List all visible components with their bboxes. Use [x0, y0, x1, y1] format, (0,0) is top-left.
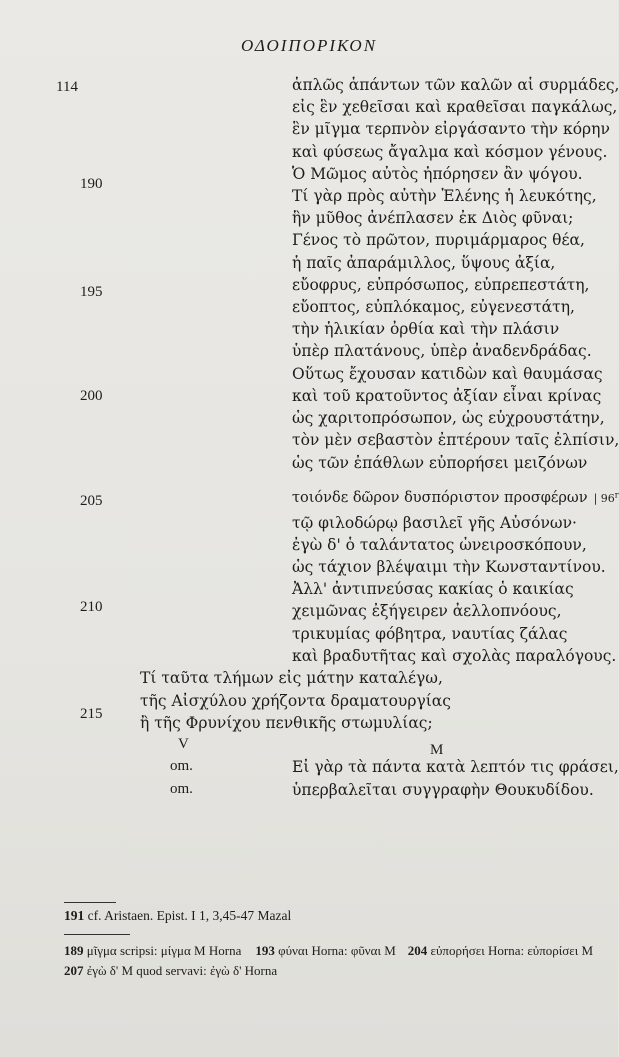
- note-line-number: 189: [64, 943, 84, 958]
- verse-line: εἰς ἓν χεθεῖσαι καὶ κραθεῖσαι παγκάλως,: [292, 98, 618, 116]
- verse-line: καὶ φύσεως ἄγαλμα καὶ κόσμον γένους.: [292, 143, 608, 161]
- running-head: ΟΔΟΙΠΟΡΙΚΟΝ: [240, 36, 378, 55]
- verse-line: Ὁ Μῶμος αὐτὸς ἠπόρησεν ἂν ψόγου.: [292, 165, 583, 183]
- verse-line: ὡς χαριτοπρόσωπον, ὡς εὐχρουστάτην,: [292, 409, 605, 427]
- verse-line-205: [292, 490, 619, 506]
- line-number-205: 205: [80, 493, 103, 509]
- verse-line: ὡς τάχιον βλέψαιμι τὴν Κωνσταντίνου.: [292, 558, 606, 576]
- footnote-divider: [64, 902, 116, 903]
- verse-line: ἐγὼ δ' ὁ ταλάντατος ὠνειροσκόπουν,: [292, 536, 587, 554]
- folio-marker: [594, 492, 619, 505]
- verse-line: τῷ φιλοδώρῳ βασιλεῖ γῆς Αὐσόνων·: [292, 514, 577, 532]
- apparatus-note-line: [64, 943, 593, 959]
- line-number-210: 210: [80, 599, 103, 615]
- verse-text: τοιόνδε δῶρον δυσπόριστον προσφέρων: [292, 490, 588, 506]
- verse-line: εὔοφρυς, εὐπρόσωπος, εὐπρεπεστάτη,: [292, 276, 590, 294]
- note-line-number: 193: [255, 943, 275, 958]
- verse-line: τρικυμίας φόβητρα, ναυτίας ζάλας: [292, 625, 568, 643]
- line-number-215: 215: [80, 706, 103, 722]
- note-text: ἐγὼ δ' M quod servavi: ἐγὼ δ' Horna: [83, 963, 278, 978]
- verse-line: ἓν μῖγμα τερπνὸν εἰργάσαντο τὴν κόρην: [292, 120, 610, 138]
- folio-side: r: [614, 490, 619, 500]
- verse-line: Τί γὰρ πρὸς αὐτὴν Ἑλένης ἡ λευκότης,: [292, 187, 597, 205]
- siglum-v: V: [178, 736, 189, 752]
- note-line-number: 191: [64, 908, 85, 923]
- apparatus-note-line: [64, 963, 277, 979]
- verse-line: τὴν ἡλικίαν ὀρθία καὶ τὴν πλάσιν: [292, 320, 560, 338]
- verse-line: ὑπὲρ πλατάνους, ὑπὲρ ἀναδενδράδας.: [292, 342, 592, 360]
- verse-line-right-column: ὑπερβαλεῖται συγγραφὴν Θουκυδίδου.: [292, 781, 594, 799]
- note-text: μῖγμα scripsi: μίγμα M Horna: [83, 943, 242, 958]
- note-text: cf. Aristaen. Epist. I 1, 3,45-47 Mazal: [84, 908, 292, 923]
- note-text: φύναι Horna: φῦναι M: [274, 943, 396, 958]
- verse-line-left-column: τῆς Αἰσχύλου χρήζοντα δραματουργίας: [140, 692, 451, 710]
- source-note: [64, 908, 291, 924]
- verse-line: ὡς τῶν ἐπάθλων εὐπορήσει μειζόνων: [292, 454, 588, 472]
- verse-line: Οὕτως ἔχουσαν κατιδὼν καὶ θαυμάσας: [292, 365, 603, 383]
- note-text: εὐπορήσει Horna: εὐπορίσει M: [427, 943, 594, 958]
- verse-line: τὸν μὲν σεβαστὸν ἐπτέρουν ταῖς ἐλπίσιν,: [292, 431, 619, 449]
- line-number-195: 195: [80, 284, 103, 300]
- verse-line: καὶ βραδυτῆτας καὶ σχολὰς παραλόγους.: [292, 647, 617, 665]
- line-number-200: 200: [80, 388, 103, 404]
- verse-line-right-column: Εἰ γὰρ τὰ πάντα κατὰ λεπτόν τις φράσει,: [292, 758, 619, 776]
- page-number: 114: [56, 79, 78, 95]
- apparatus-divider: [64, 934, 130, 935]
- note-line-number: 207: [64, 963, 84, 978]
- verse-line-left-column: ἢ τῆς Φρυνίχου πενθικῆς στωμυλίας;: [140, 714, 433, 732]
- verse-line: ἁπλῶς ἁπάντων τῶν καλῶν αἱ συρμάδες,: [292, 76, 619, 94]
- omission-marker: om.: [170, 758, 193, 774]
- verse-line: ἡ παῖς ἀπαράμιλλος, ὕψους ἀξία,: [292, 254, 556, 272]
- verse-line: καὶ τοῦ κρατοῦντος ἀξίαν εἶναι κρίνας: [292, 387, 602, 405]
- line-number-190: 190: [80, 176, 103, 192]
- note-line-number: 204: [407, 943, 428, 958]
- verse-line: εὔοπτος, εὐπλόκαμος, εὐγενεστάτη,: [292, 298, 575, 316]
- siglum-m: M: [430, 742, 444, 758]
- folio-text: | 96: [593, 492, 615, 505]
- verse-line: Γένος τὸ πρῶτον, πυριμάρμαρος θέα,: [292, 231, 585, 249]
- omission-marker: om.: [170, 781, 193, 797]
- verse-line-left-column: Τί ταῦτα τλήμων εἰς μάτην καταλέγω,: [140, 669, 443, 687]
- verse-line: ἣν μῦθος ἀνέπλασεν ἐκ Διὸς φῦναι;: [292, 209, 574, 227]
- verse-line: χειμῶνας ἐξήγειρεν ἀελλοπνόους,: [292, 602, 562, 620]
- verse-line: Ἀλλ' ἀντιπνεύσας κακίας ὁ καικίας: [292, 580, 574, 598]
